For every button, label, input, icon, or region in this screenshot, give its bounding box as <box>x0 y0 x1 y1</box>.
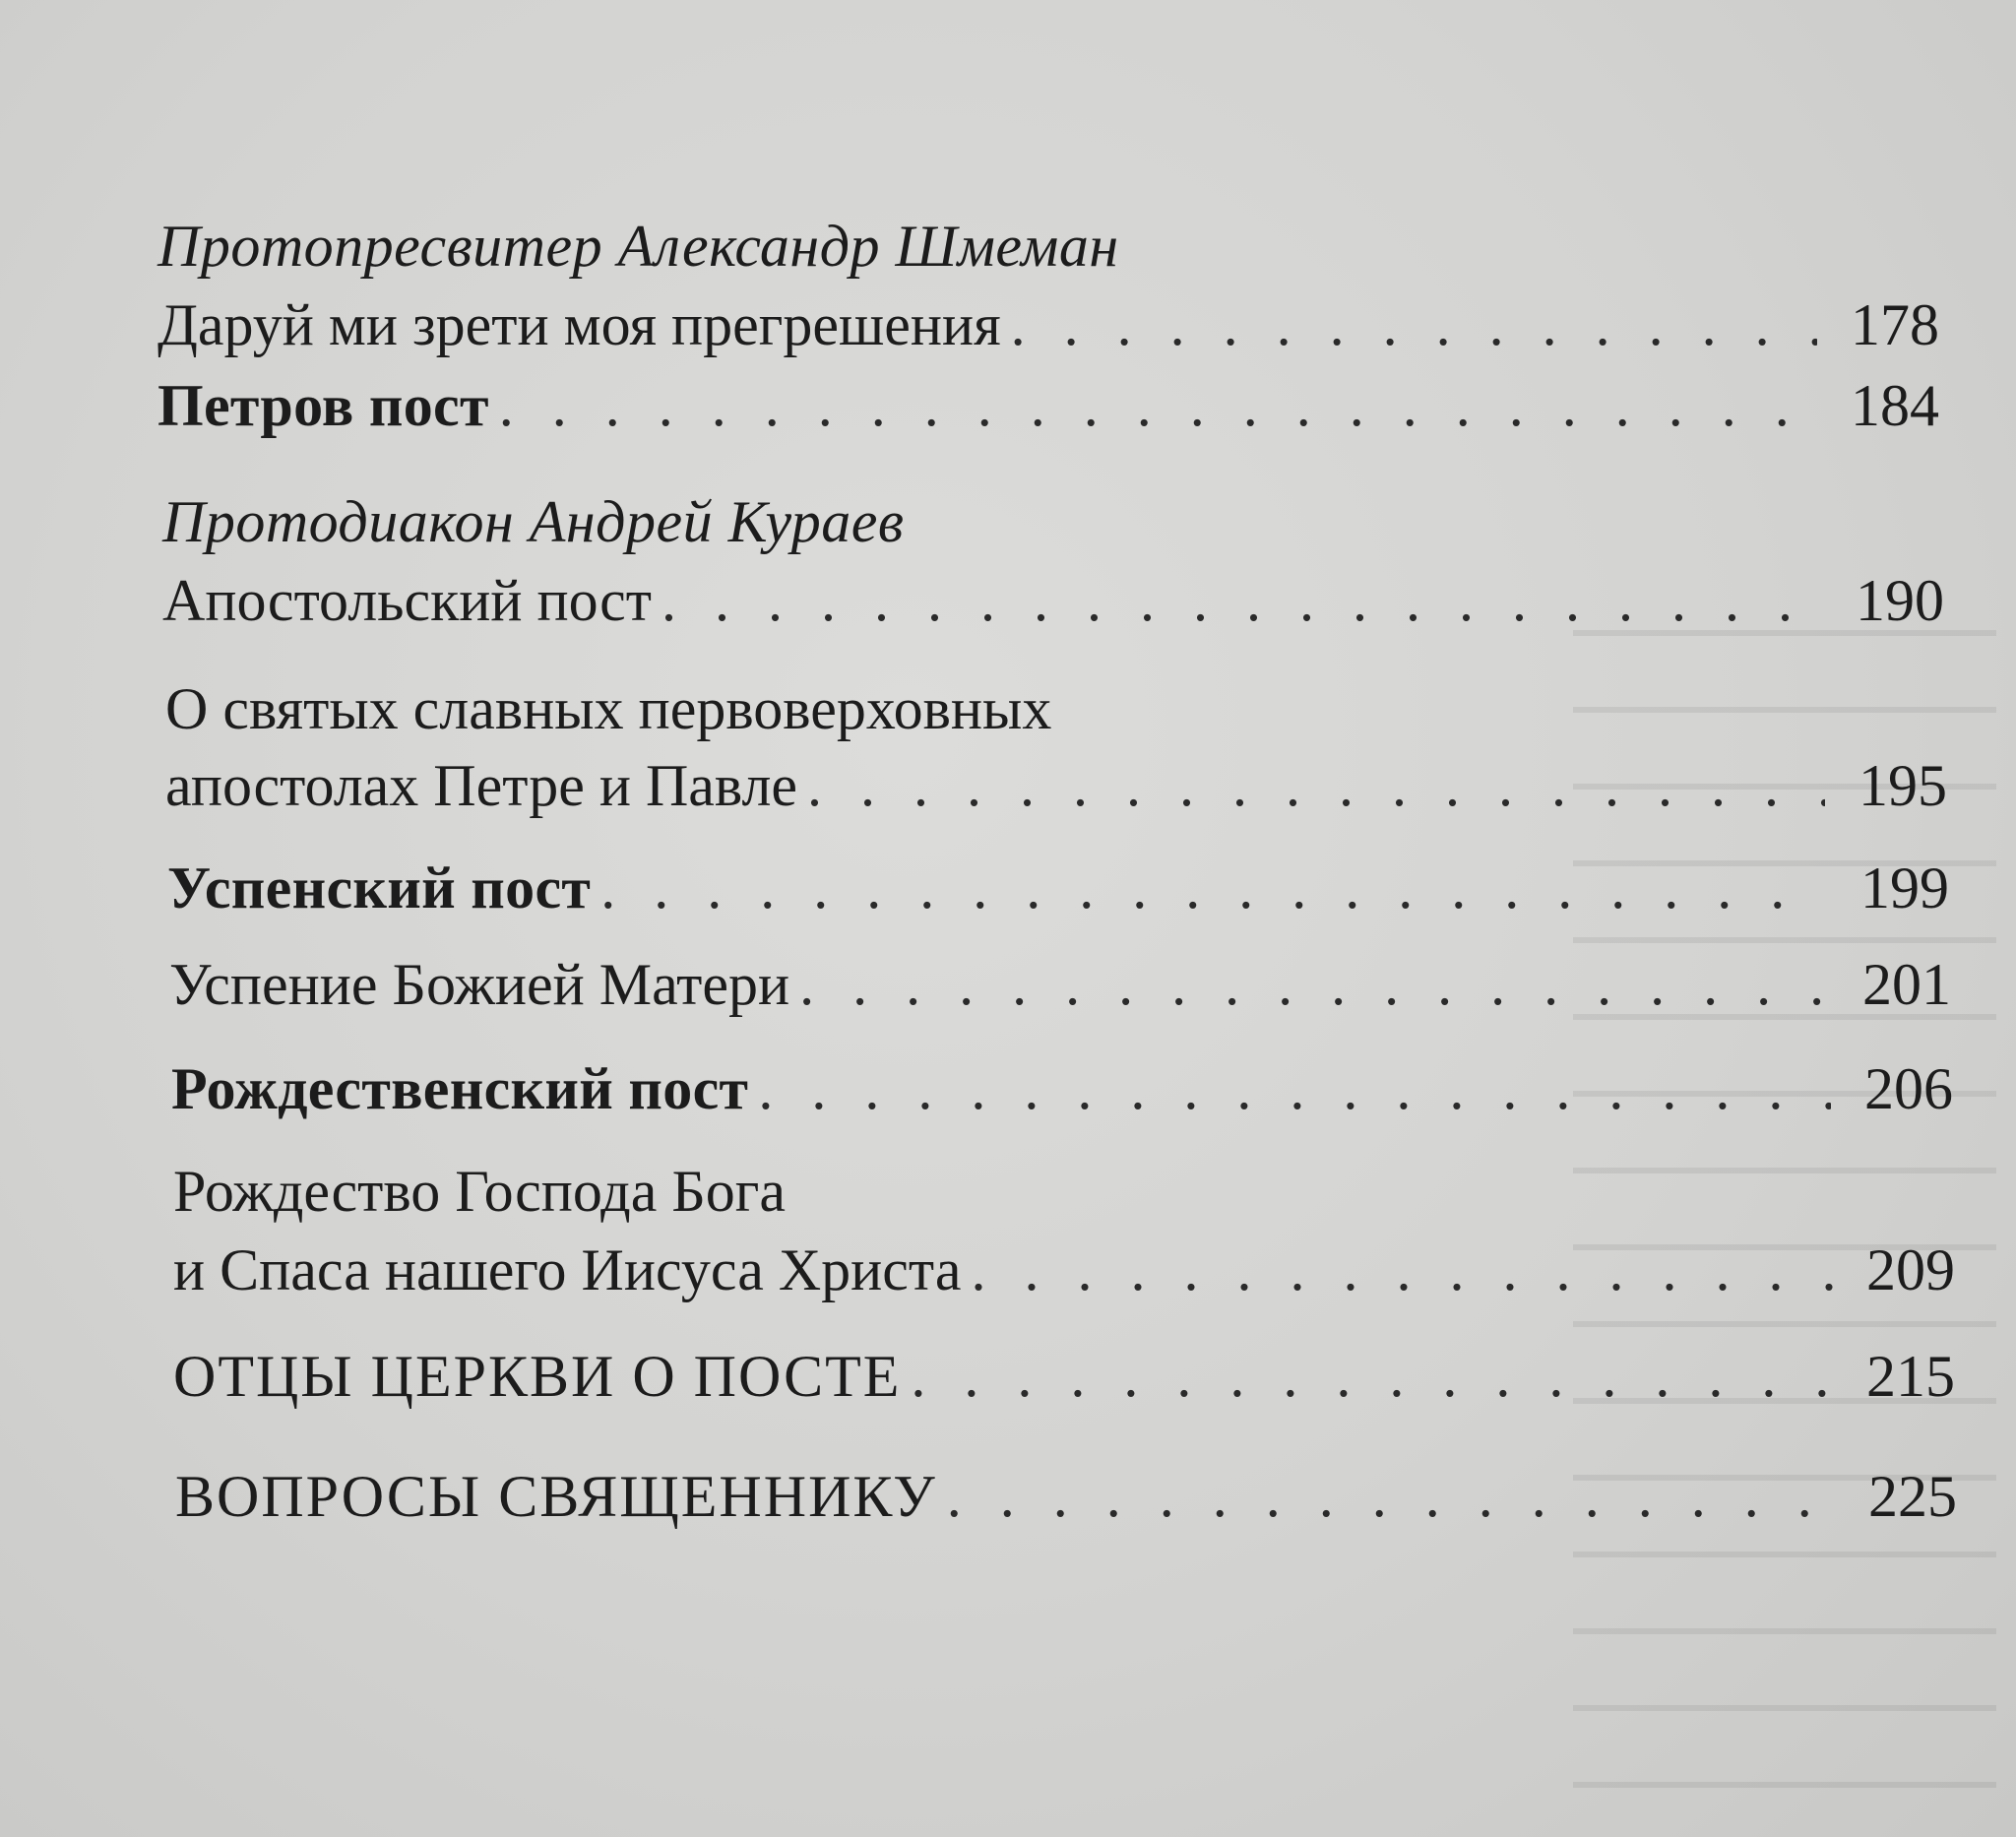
entry-title: Даруй ми зрети моя прегрешения <box>158 292 1001 357</box>
toc-entry-apostles-line1[interactable]: О святых славных первоверховных <box>165 676 1052 741</box>
author-kuraev: Протодиакон Андрей Кураев <box>162 489 905 554</box>
page-number: 199 <box>1860 855 1949 920</box>
toc-entry-questions-to-priest[interactable] <box>175 1464 1957 1529</box>
entry-title: и Спаса нашего Иисуса Христа <box>173 1237 962 1302</box>
toc-entry-uspenie[interactable] <box>169 952 1951 1017</box>
page-number: 206 <box>1864 1056 1953 1121</box>
page-number: 209 <box>1866 1237 1955 1302</box>
dot-leader <box>947 1467 1835 1526</box>
dot-leader <box>911 1347 1833 1406</box>
entry-title: ВОПРОСЫ СВЯЩЕННИКУ <box>175 1464 937 1529</box>
toc-entry-petrov-post[interactable] <box>158 373 1939 438</box>
page-number: 215 <box>1866 1344 1955 1409</box>
toc-entry-nativity-line1[interactable]: Рождество Господа Бога <box>173 1159 787 1224</box>
toc-entry-daruy[interactable] <box>158 292 1939 357</box>
page-number: 178 <box>1851 292 1939 357</box>
entry-title: Апостольский пост <box>162 568 652 633</box>
entry-title: апостолах Петре и Павле <box>165 753 798 818</box>
entry-title: Успение Божией Матери <box>169 952 790 1017</box>
page-number: 201 <box>1862 952 1951 1017</box>
dot-leader <box>758 1059 1831 1118</box>
toc-entry-apostolsky-post[interactable] <box>162 568 1944 633</box>
toc-entry-nativity[interactable] <box>173 1237 1955 1302</box>
dot-leader <box>662 571 1822 630</box>
dot-leader <box>971 1240 1833 1299</box>
entry-title: Успенский пост <box>167 855 592 920</box>
page-number: 190 <box>1856 568 1944 633</box>
dot-leader <box>499 376 1817 435</box>
entry-title: Петров пост <box>158 373 489 438</box>
page-number: 195 <box>1858 753 1947 818</box>
dot-leader <box>1011 295 1817 354</box>
toc-entry-rozhdestvensky-post[interactable] <box>171 1056 1953 1121</box>
author-schmemann: Протопресвитер Александр Шмеман <box>158 214 1119 279</box>
entry-title: ОТЦЫ ЦЕРКВИ О ПОСТЕ <box>173 1344 902 1409</box>
entry-title: Рождественский пост <box>171 1056 749 1121</box>
toc-entry-fathers-on-fasting[interactable] <box>173 1344 1955 1409</box>
page-number: 184 <box>1851 373 1939 438</box>
dot-leader <box>807 756 1825 815</box>
dot-leader <box>799 955 1829 1014</box>
dot-leader <box>600 858 1827 918</box>
page-number: 225 <box>1868 1464 1957 1529</box>
toc-entry-apostles[interactable] <box>165 753 1947 818</box>
toc-entry-uspensky-post[interactable] <box>167 855 1949 920</box>
